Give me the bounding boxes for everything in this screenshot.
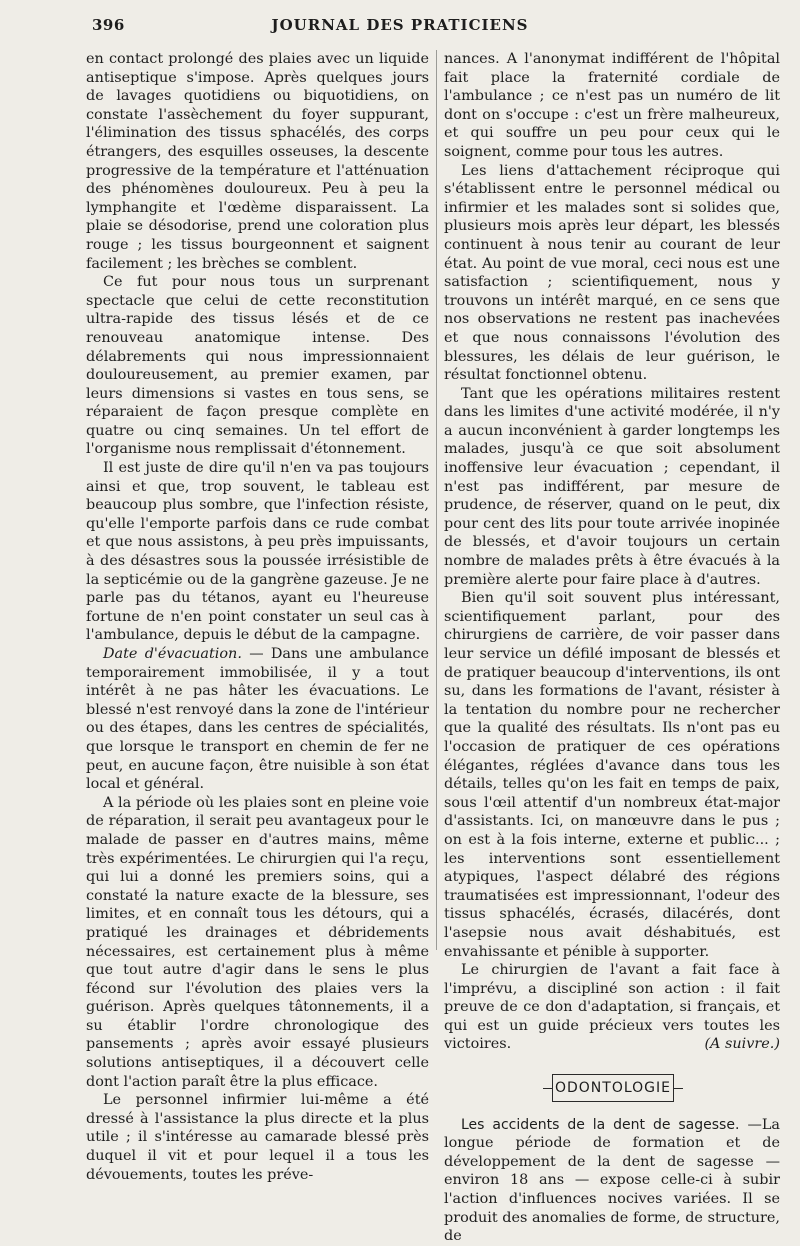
paragraph: Le personnel infirmier lui-même a été dressé à l'assistance la plus directe et la plus utile ; il s'intéresse au camarade blessé près duquel il vit et pour lequel il a tous les dévouements, toutes les préve- (86, 1092, 429, 1183)
to-be-continued: (A suivre.) (704, 1036, 780, 1053)
right-column (444, 50, 780, 1246)
paragraph: Ce fut pour nous tous un surprenant spectacle que celui de cette reconstitution ultra-rapide des tissus lésés et de ce renouveau anatomique intense. Des délabrements qui nous impressionnaient douloureusement, au premier examen, par leurs dimensions si vastes en tous sens, se réparaient de façon presque complète en quatre ou cinq semaines. Un tel effort de l'organisme nous remplissait d'étonnement. (86, 274, 429, 458)
article-heading: Les accidents de la dent de sagesse. (461, 1116, 740, 1133)
inline-heading: Date d'évacuation. (103, 646, 242, 662)
paragraph: Il est juste de dire qu'il n'en va pas toujours ainsi et que, trop souvent, le tableau est beaucoup plus sombre, que l'infection résiste, qu'elle l'emporte parfois dans ce rude combat et que nous assistons, à peu près impuissants, à des désastres sous la poussée irrésistible de la septicémie ou de la gangrène gazeuse. Je ne parle pas du tétanos, ayant eu l'heureuse fortune de n'en point constater un seul cas à l'ambulance, depuis le début de la campagne. (86, 460, 429, 644)
column-divider (436, 50, 437, 950)
paragraph: Bien qu'il soit souvent plus intéressant, scientifiquement parlant, pour des chirurgiens de carrière, de voir passer dans leur service un défilé imposant de blessés et de pratiquer beaucoup d'interventions, ils ont su, dans les formations de l'avant, résister à la tentation du nombre pour ne rechercher que la qualité des résultats. Ils n'ont pas eu l'occasion de pratiquer de ces opérations élégantes, réglées d'avance dans tous les détails, telles qu'on les fait en temps de paix, sous l'œil attentif d'un nombreux état-major d'assistants. Ici, on manœuvre dans le pus ; on est à la fois interne, externe et public... ; les interventions sont essentiellement atypiques, l'aspect délabré des régions traumatisées est impressionnant, l'odeur des tissus sphacélés, écrasés, dilacérés, dont l'asepsie nous avait déshabitués, est envahissante et pénible à supporter. (444, 590, 780, 960)
paragraph: A la période où les plaies sont en pleine voie de réparation, il serait peu avantageux pour le malade de passer en d'autres mains, même très expérimentées. Le chirurgien qui l'a reçu, qui lui a donné les premiers soins, qui a constaté la nature exacte de la blessure, ses limites, et en connaît tous les détours, qui a pratiqué les drainages et débridements nécessaires, est certainement plus à même que tout autre d'agir dans le sens le plus fécond sur l'évolution des plaies vers la guérison. Après quelques tâtonnements, il a su établir l'ordre chronologique des pansements ; après avoir essayé plusieurs solutions antiseptiques, il a découvert celle dont l'action paraît être la plus efficace. (86, 794, 429, 1090)
paragraph-text: —La longue période de formation et de développement de la dent de sagesse — environ 18 ans — expose celle-ci à subir l'action d'influences nocives variées. Il se produit des anomalies de forme, de structure, de (444, 1116, 780, 1245)
paragraph: en contact prolongé des plaies avec un liquide antiseptique s'impose. Après quelques jours de lavages quotidiens ou biquotidiens, on constate l'assèchement du foyer suppurant, l'élimination des tissus sphacélés, des corps étrangers, des esquilles osseuses, la descente progressive de la température et l'atténuation des phénomènes douloureux. Peu à peu la lymphangite et l'œdème disparaissent. La plaie se désodorise, prend une coloration plus rouge ; les tissus bourgeonnent et saignent facilement ; les brèches se comblent. (86, 51, 429, 272)
paragraph-text: — Dans une ambulance temporairement immobilisée, il y a tout intérêt à ne pas hâter les évacuations. Le blessé n'est renvoyé dans la zone de l'intérieur ou des étapes, dans les centres de spécialités, que lorsque le transport en chemin de fer ne peut, en aucune façon, être nuisible à son état local et général. (86, 646, 429, 793)
page-number: 396 (92, 16, 125, 34)
paragraph: Tant que les opérations militaires restent dans les limites d'une activité modérée, il n'y a aucun inconvénient à garder longtemps les malades, jusqu'à ce que soit absolument inoffensive leur évacuation ; cependant, il n'est pas indifférent, par mesure de prudence, de réserver, quand on le peut, dix pour cent des lits pour toute arrivée inopinée de blessés, et d'avoir toujours un certain nombre de malades prêts à être évacués à la première alerte pour faire place à d'autres. (444, 385, 780, 588)
paragraph (444, 961, 780, 1054)
paragraph: nances. A l'anonymat indifférent de l'hôpital fait place la fraternité cordiale de l'ambulance ; ce n'est pas un numéro de lit dont on s'occupe : c'est un frère malheureux, et qui souffre un peu pour ceux qui le soignent, comme pour tous les autres. (444, 51, 780, 160)
journal-title: JOURNAL DES PRATICIENS (271, 16, 529, 34)
section-title: ODONTOLOGIE (552, 1074, 674, 1102)
paragraph: Les liens d'attachement réciproque qui s'établissent entre le personnel médical ou infirmier et les malades sont si solides que, plusieurs mois après leur départ, les blessés continuent à nous tenir au courant de leur état. Au point de vue moral, ceci nous est une satisfaction ; scientifiquement, nous y trouvons un intérêt marqué, en ce sens que nos observations ne restent pas inachevées et que nous connaissons l'évolution des blessures, les délais de leur guérison, le résultat fonctionnel obtenu. (444, 162, 780, 384)
left-column (86, 50, 429, 1184)
page-header (0, 14, 800, 40)
paragraph-text: Le chirurgien de l'avant a fait face à l'imprévu, a discipliné son action : il fait preuve de ce don d'adaptation, si français, et qui est un guide précieux vers toutes les victoires. (444, 962, 780, 1053)
paragraph (86, 645, 429, 794)
paragraph (444, 1116, 780, 1246)
